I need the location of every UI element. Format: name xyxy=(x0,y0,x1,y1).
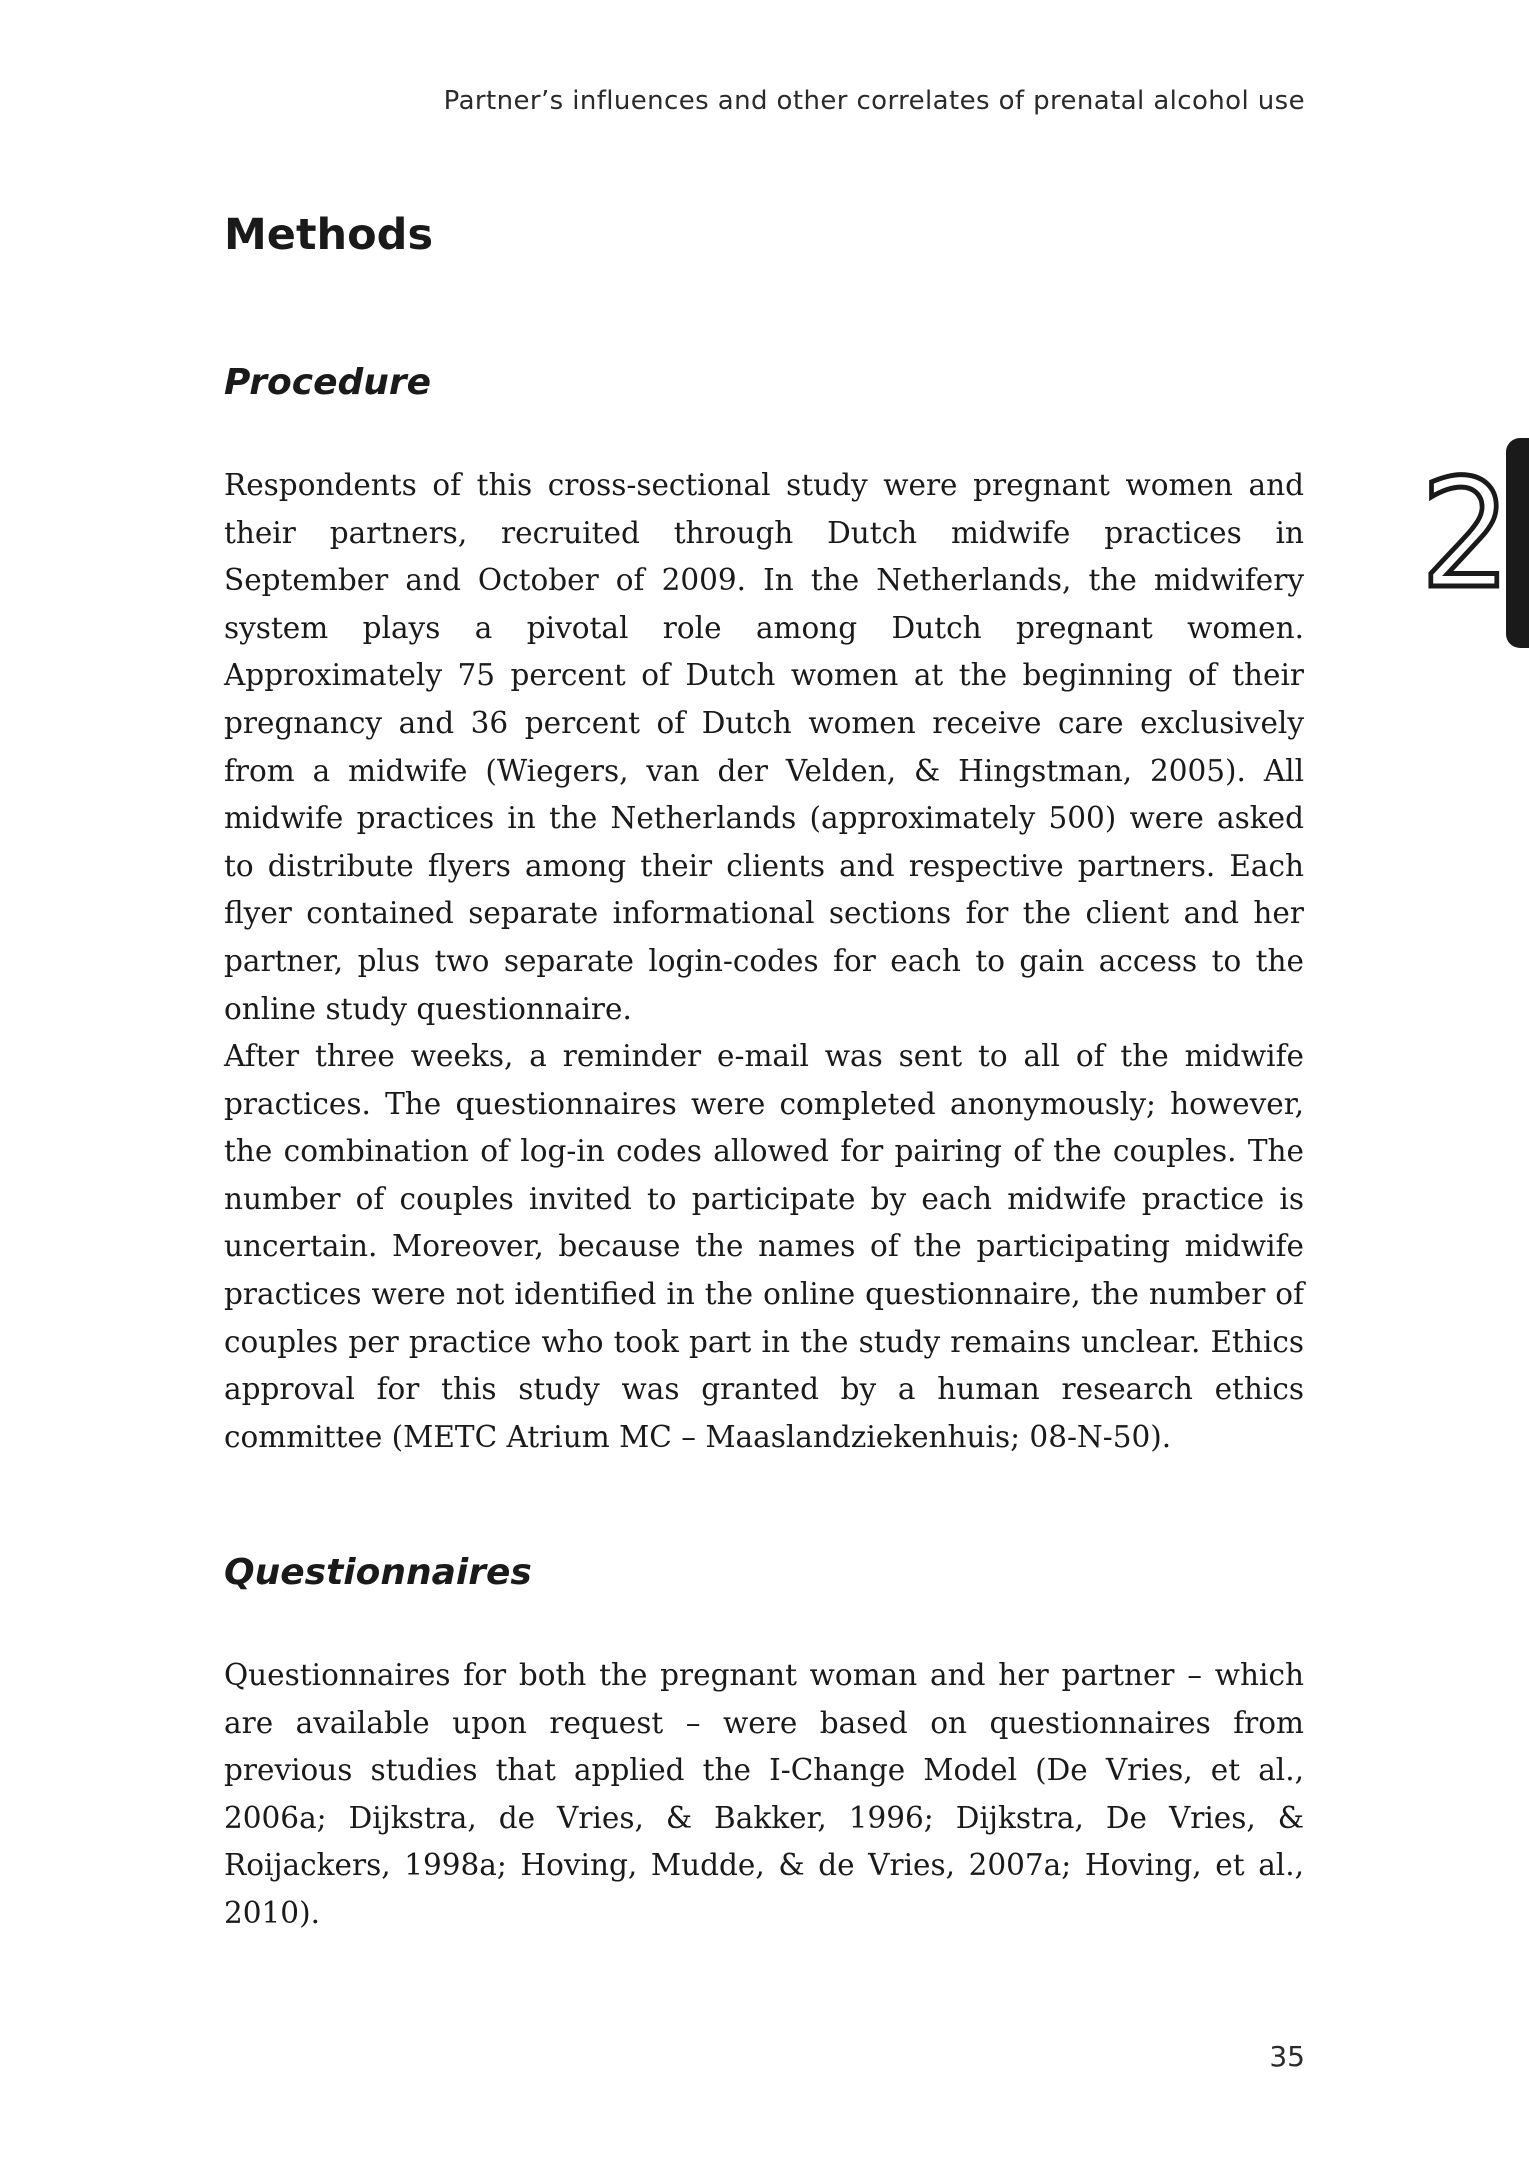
running-header: Partner’s influences and other correlates of prenatal alcohol use xyxy=(443,86,1305,116)
subsection-title-questionnaires: Questionnaires xyxy=(224,1552,532,1593)
section-title-methods: Methods xyxy=(224,210,434,260)
procedure-paragraph-1: Respondents of this cross-sectional study were pregnant women and their partners, recruited through Dutch midwife practices in September and October of 2009. In the Netherlands, the midwifery system plays a pivotal role among Dutch pregnant women. Approximately 75 percent of Dutch women at the beginning of their pregnancy and 36 percent of Dutch women receive care exclusively from a midwife (Wiegers, van der Velden, & Hingstman, 2005). All midwife practices in the Netherlands (approximately 500) were asked to distribute flyers among their clients and respective partners. Each flyer contained separate informational sections for the client and her partner, plus two separate login-codes for each to gain access to the online study questionnaire. xyxy=(224,468,1304,1026)
procedure-paragraph-2: After three weeks, a reminder e-mail was sent to all of the midwife practices. The questionnaires were completed anonymously; however, the combination of log-in codes allowed for pairing of the couples. The number of couples invited to participate by each midwife practice is uncertain. Moreover, because the names of the participating midwife practices were not identified in the online questionnaire, the number of couples per practice who took part in the study remains unclear. Ethics approval for this study was granted by a human research ethics committee (METC Atrium MC – Maaslandziekenhuis; 08-N-50). xyxy=(224,1039,1304,1454)
chapter-number-text: 2 xyxy=(1420,448,1512,622)
page-number: 35 xyxy=(1269,2040,1305,2073)
chapter-number xyxy=(1418,448,1512,622)
questionnaires-paragraph-1: Questionnaires for both the pregnant woman and her partner – which are available upon request – were based on questionnaires from previous studies that applied the I-Change Model (De Vries, et al., 2006a; Dijkstra, de Vries, & Bakker, 1996; Dijkstra, De Vries, & Roijackers, 1998a; Hoving, Mudde, & de Vries, 2007a; Hoving, et al., 2010). xyxy=(224,1658,1304,1930)
subsection-title-procedure: Procedure xyxy=(224,362,432,403)
